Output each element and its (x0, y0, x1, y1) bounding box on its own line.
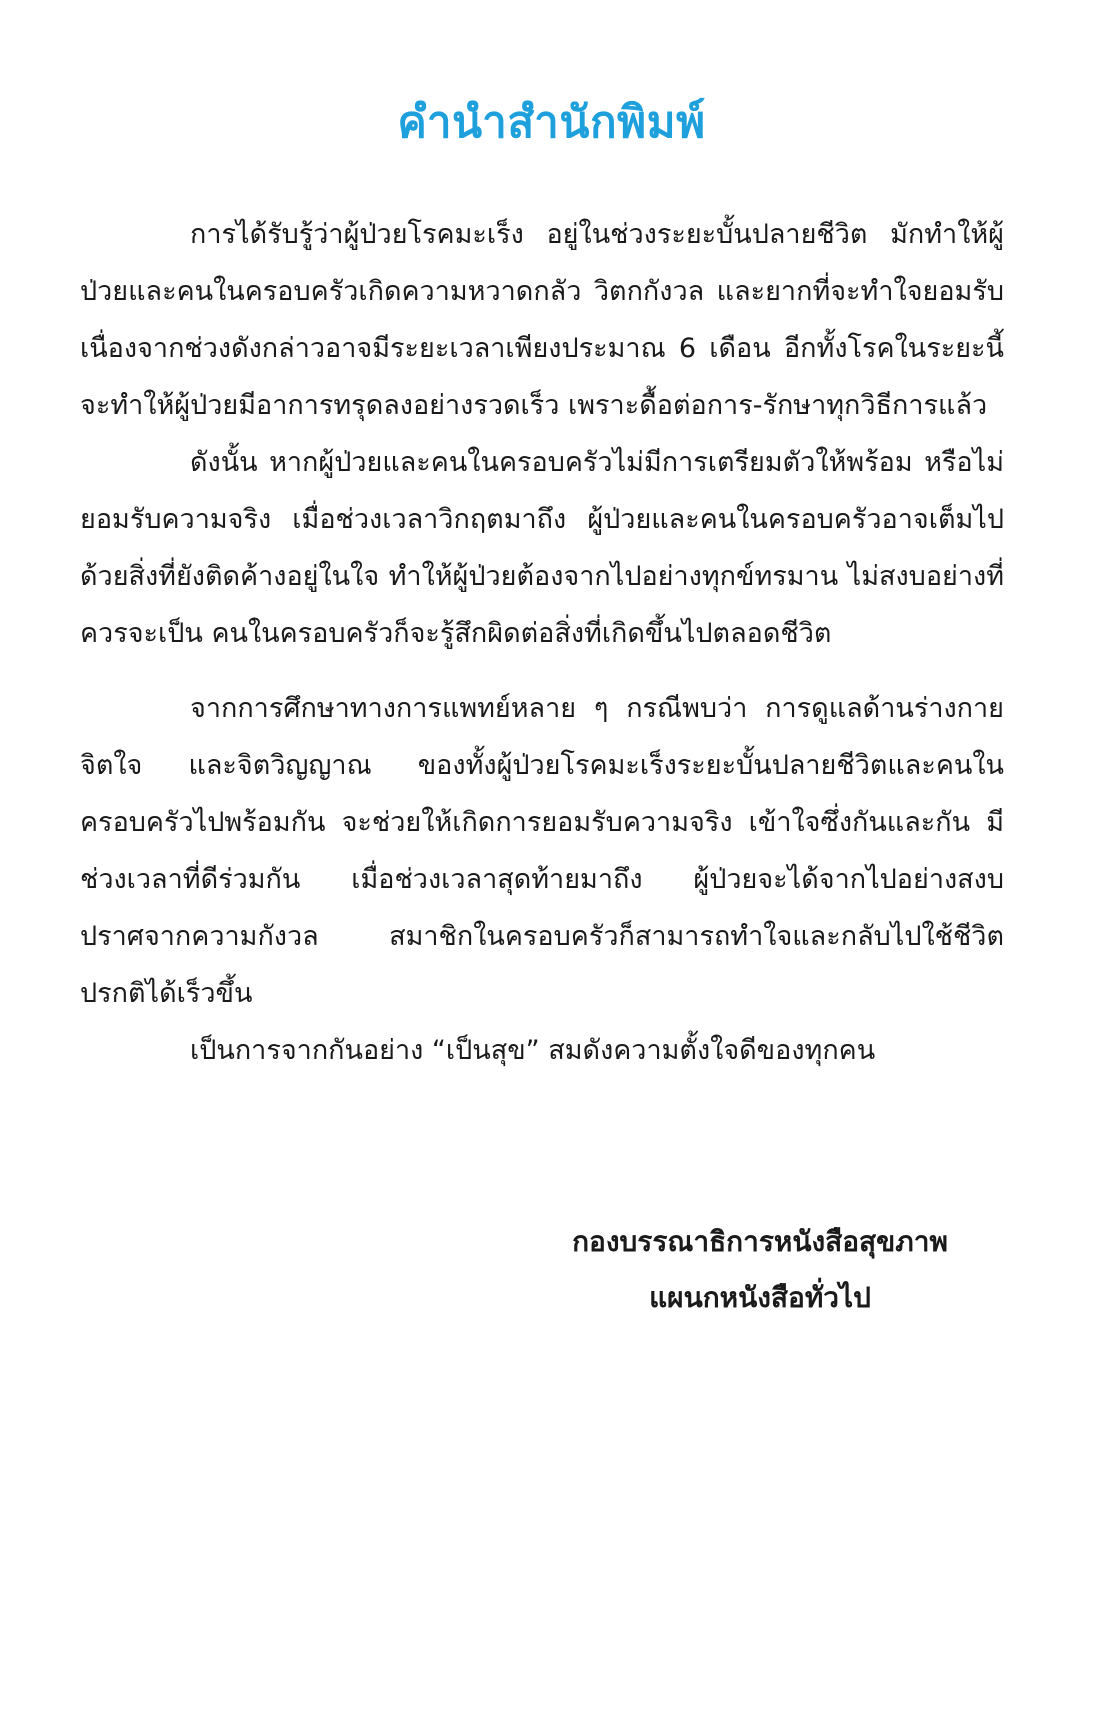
paragraph-4: เป็นการจากกันอย่าง “เป็นสุข” สมดังความตั้งใจดีของทุกคน (190, 1035, 876, 1066)
paragraph-2: ดังนั้น หากผู้ป่วยและคนในครอบครัวไม่มีการเตรียมตัวให้พร้อม หรือไม่ยอมรับความจริง เมื่อช่วงเวลาวิกฤตมาถึง ผู้ป่วยและคนในครอบครัวอาจเต็มไปด้วยสิ่งที่ยังติดค้างอยู่ในใจ ทำให้ผู้ป่วยต้องจากไปอย่างทุกข์ทรมาน ไม่สงบอย่างที่ควรจะเป็น คนในครอบครัวก็จะรู้สึกผิดต่อสิ่งที่เกิดขึ้นไปตลอดชีวิต (80, 447, 1004, 649)
signature-line-editorial: กองบรรณาธิการหนังสือสุขภาพ (572, 1225, 948, 1258)
signature-block (540, 1214, 980, 1326)
paragraph-1: การได้รับรู้ว่าผู้ป่วยโรคมะเร็ง อยู่ในช่วงระยะบั้นปลายชีวิต มักทำให้ผู้ป่วยและคนในครอบครัวเกิดความหวาดกลัว วิตกกังวล และยากที่จะทำใจยอมรับ เนื่องจากช่วงดังกล่าวอาจมีระยะเวลาเพียงประมาณ 6 เดือน อีกทั้งโรคในระยะนี้จะทำให้ผู้ป่วยมีอาการทรุดลงอย่างรวดเร็ว เพราะดื้อต่อการ-รักษาทุกวิธีการแล้ว (80, 219, 1004, 421)
body-text (80, 206, 1004, 1079)
paragraph-3: จากการศึกษาทางการแพทย์หลาย ๆ กรณีพบว่า การดูแลด้านร่างกาย จิตใจ และจิตวิญญาณ ของทั้งผู้ป่วยโรคมะเร็งระยะบั้นปลายชีวิตและคนในครอบครัวไปพร้อมกัน จะช่วยให้เกิดการยอมรับความจริง เข้าใจซึ่งกันและกัน มีช่วงเวลาที่ดีร่วมกัน เมื่อช่วงเวลาสุดท้ายมาถึง ผู้ป่วยจะได้จากไปอย่างสงบ ปราศจากความกังวล สมาชิกในครอบครัวก็สามารถทำใจและกลับไปใช้ชีวิตปรกติได้เร็วขึ้น (80, 693, 1004, 1009)
signature-line-department: แผนกหนังสือทั่วไป (649, 1281, 871, 1314)
page-title: คำนำสำนักพิมพ์ (397, 97, 706, 149)
